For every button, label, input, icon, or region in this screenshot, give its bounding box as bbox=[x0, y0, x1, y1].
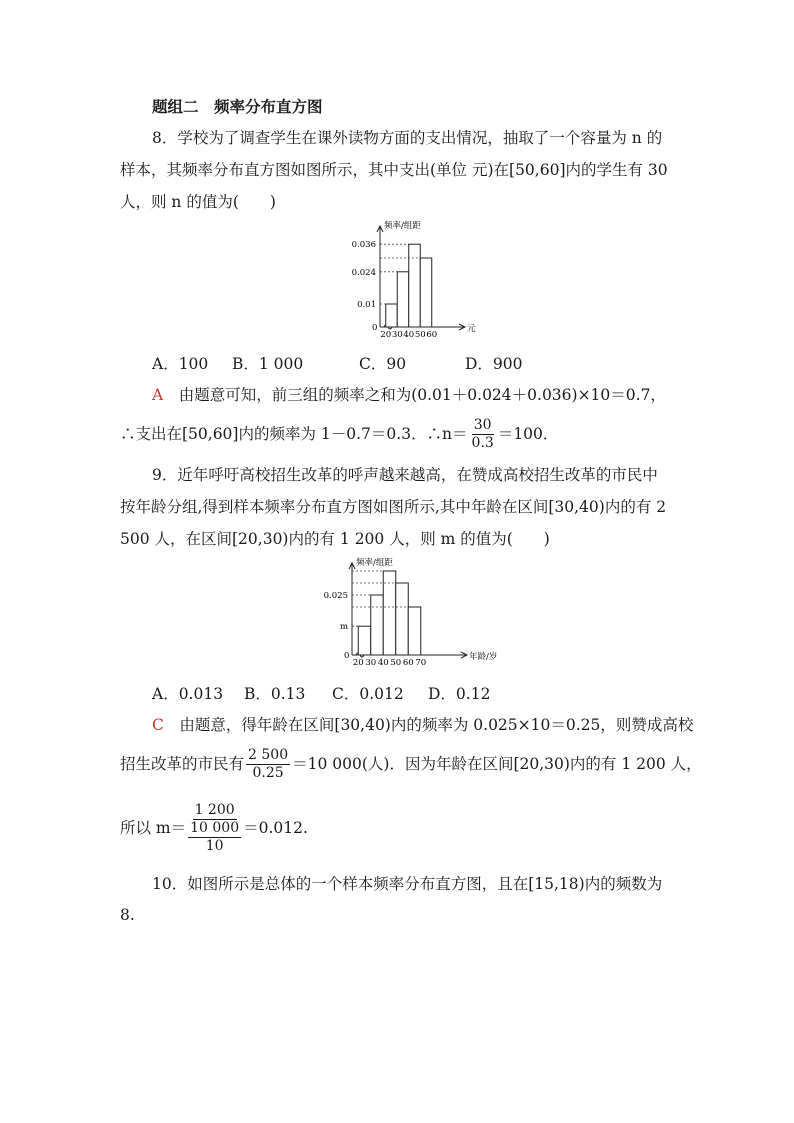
histogram-bar bbox=[409, 244, 421, 327]
q10-line-2: 8. bbox=[120, 906, 135, 924]
q9-option-a[interactable]: A．0.013 bbox=[152, 685, 224, 703]
histogram-bar bbox=[371, 595, 384, 655]
x-tick-label: 20 bbox=[380, 330, 392, 340]
x-tick-label: 70 bbox=[415, 658, 427, 668]
q9-solution-text-2: 招生改革的市民有 bbox=[120, 755, 245, 773]
y-tick-label: m bbox=[339, 622, 348, 633]
y-axis-label: 频率/组距 bbox=[356, 558, 393, 568]
q8-solution-1 bbox=[152, 385, 712, 405]
q9-compound-fraction bbox=[188, 802, 241, 855]
y-tick-label: 0.024 bbox=[351, 267, 376, 278]
x-tick-label: 20 bbox=[352, 658, 364, 668]
x-tick-label: 40 bbox=[377, 658, 389, 668]
q8-solution-2 bbox=[120, 414, 680, 454]
q9-compound-num-bottom: 10 000 bbox=[190, 819, 240, 836]
x-axis-label: 元 bbox=[467, 324, 476, 334]
q8-line-1: 8．学校为了调查学生在课外读物方面的支出情况，抽取了一个容量为 n 的 bbox=[152, 129, 663, 147]
q9-option-d[interactable]: D．0.12 bbox=[428, 685, 491, 703]
histogram-bar bbox=[408, 607, 421, 655]
q9-compound-num-top: 1 200 bbox=[194, 801, 235, 818]
x-tick-label: 50 bbox=[414, 330, 426, 340]
q8-fraction-den: 0.3 bbox=[471, 434, 494, 451]
q8-fraction-num: 30 bbox=[473, 416, 492, 433]
origin-label: 0 bbox=[344, 651, 350, 661]
histogram-bar bbox=[396, 583, 409, 655]
q8-option-a[interactable]: A．100 bbox=[152, 355, 209, 373]
q8-line-2: 样本，其频率分布直方图如图所示，其中支出(单位 元)在[50,60]内的学生有 30 bbox=[120, 161, 668, 179]
q8-option-d[interactable]: D．900 bbox=[465, 355, 523, 373]
q9-solution-1 bbox=[152, 715, 712, 735]
origin-label: 0 bbox=[372, 323, 378, 333]
x-tick-label: 40 bbox=[403, 330, 415, 340]
histogram-bar bbox=[386, 304, 398, 327]
q9-solution-text: 由题意，得年龄在区间[30,40)内的频率为 0.025×10＝0.25，则赞成高校 bbox=[179, 716, 694, 734]
y-tick-label: 0.025 bbox=[323, 591, 348, 601]
q9-solution-text-5: ＝0.012. bbox=[243, 819, 308, 837]
q9-compound-num bbox=[188, 802, 241, 838]
q9-line-2: 按年龄分组,得到样本频率分布直方图如图所示,其中年龄在区间[30,40)内的有 2 bbox=[120, 498, 667, 516]
q9-solution-text-4: 所以 m＝ bbox=[120, 819, 187, 837]
q9-options bbox=[152, 684, 490, 704]
histogram-bar bbox=[397, 272, 409, 327]
q9-solution-2 bbox=[120, 744, 702, 784]
x-tick-label: 30 bbox=[365, 658, 377, 668]
q9-line-1: 9．近年呼吁高校招生改革的呼声越来越高，在赞成高校招生改革的市民中 bbox=[152, 466, 658, 484]
q9-compound-den: 10 bbox=[205, 837, 224, 854]
histogram-q8 bbox=[335, 220, 485, 345]
q9-solution-text-3: ＝10 000(人)．因为年龄在区间[20,30)内的有 1 200 人， bbox=[292, 755, 702, 773]
q8-solution-text-3: ＝100． bbox=[497, 425, 559, 443]
section-title: 题组二 频率分布直方图 bbox=[152, 97, 323, 116]
q8-solution-text-2: ∴支出在[50,60]内的频率为 1－0.7＝0.3．∴n＝ bbox=[120, 425, 468, 443]
q8-option-c[interactable]: C．90 bbox=[359, 355, 407, 373]
q10-line-1: 10．如图所示是总体的一个样本频率分布直方图，且在[15,18)内的频数为 bbox=[152, 875, 663, 893]
q8-options bbox=[152, 354, 523, 374]
q9-solution-3 bbox=[120, 793, 680, 863]
x-tick-label: 50 bbox=[390, 658, 402, 668]
q9-fraction-num: 2 500 bbox=[248, 746, 289, 763]
y-tick-label: 0.01 bbox=[357, 300, 376, 310]
y-axis-label: 频率/组距 bbox=[384, 221, 421, 231]
q9-fraction bbox=[246, 747, 290, 782]
y-tick-label: 0.036 bbox=[351, 240, 376, 251]
q9-line-3: 500 人，在区间[20,30)内的有 1 200 人，则 m 的值为( ) bbox=[120, 530, 550, 548]
histogram-q9 bbox=[315, 557, 505, 677]
q8-answer-letter: A bbox=[152, 386, 164, 404]
x-tick-label: 30 bbox=[391, 330, 403, 340]
q9-option-b[interactable]: B．0.13 bbox=[244, 685, 306, 703]
histogram-bar bbox=[383, 571, 396, 655]
histogram-bar bbox=[420, 258, 432, 327]
x-axis-label: 年龄/岁 bbox=[469, 652, 498, 662]
histogram-bar bbox=[358, 626, 371, 655]
x-tick-label: 60 bbox=[426, 330, 438, 340]
q8-solution-text: 由题意可知，前三组的频率之和为(0.01＋0.024＋0.036)×10＝0.7， bbox=[178, 386, 666, 404]
q9-answer-letter: C bbox=[152, 716, 164, 734]
q9-option-c[interactable]: C．0.012 bbox=[332, 685, 404, 703]
q9-fraction-den: 0.25 bbox=[252, 764, 284, 781]
q8-option-b[interactable]: B．1 000 bbox=[232, 355, 304, 373]
x-tick-label: 60 bbox=[402, 658, 414, 668]
q8-line-3: 人，则 n 的值为( ) bbox=[120, 193, 276, 211]
q8-fraction bbox=[470, 417, 496, 452]
